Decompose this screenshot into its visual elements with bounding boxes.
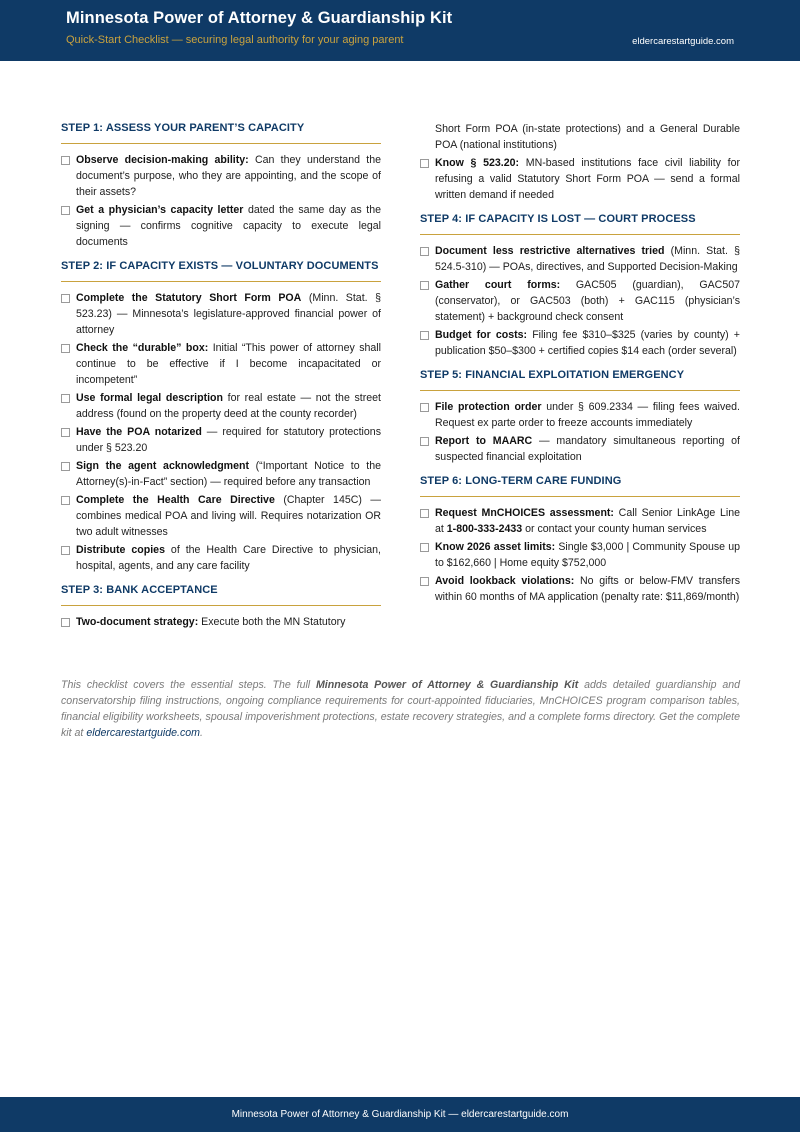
- kit-name: Minnesota Power of Attorney & Guardianship Kit: [315, 679, 579, 691]
- step-title: STEP 6: LONG-TERM CARE FUNDING: [420, 475, 740, 497]
- checkbox-icon[interactable]: [420, 577, 429, 586]
- checklist-item: Report to MAARC — mandatory simultaneous reporting of suspected financial exploitation: [420, 433, 740, 465]
- header-website-link[interactable]: eldercarestartguide.com: [632, 36, 734, 47]
- right-column: [420, 122, 740, 640]
- checklist-item: Complete the Health Care Directive (Chapter 145C) — combines medical POA and living will. Requires notarization OR two adult witnesses: [61, 492, 381, 540]
- checklist-item: Sign the agent acknowledgment (“Important Notice to the Attorney(s)-in-Fact” section) — required before any transaction: [61, 458, 381, 490]
- step-title: STEP 3: BANK ACCEPTANCE: [61, 584, 381, 606]
- checkbox-icon[interactable]: [420, 159, 429, 168]
- checklist-item: Observe decision-making ability: Can they understand the document’s purpose, who they are appointing, and the scope of their assets?: [61, 152, 381, 200]
- step-1: [61, 122, 381, 250]
- checkbox-icon[interactable]: [61, 618, 70, 627]
- step-2: [61, 260, 381, 574]
- checklist-item: Know § 523.20: MN-based institutions face civil liability for refusing a valid Statutory Short Form POA — send a formal written demand if needed: [420, 155, 740, 203]
- step-6: [420, 475, 740, 605]
- checkbox-icon[interactable]: [61, 156, 70, 165]
- step-title: STEP 1: ASSESS YOUR PARENT’S CAPACITY: [61, 122, 381, 144]
- checklist-item: Two-document strategy: Execute both the MN Statutory: [61, 614, 381, 630]
- checklist-item: Request MnCHOICES assessment: Call Senior LinkAge Line at 1-800-333-2433 or contact your county human services: [420, 505, 740, 537]
- checkbox-icon[interactable]: [420, 247, 429, 256]
- checkbox-icon[interactable]: [61, 496, 70, 505]
- checkbox-icon[interactable]: [61, 428, 70, 437]
- checklist-columns: [61, 122, 740, 640]
- checklist-item: File protection order under § 609.2334 — filing fees waived. Request ex parte order to freeze accounts immediately: [420, 399, 740, 431]
- page-footer: Minnesota Power of Attorney & Guardianship Kit — eldercarestartguide.com: [0, 1097, 800, 1132]
- checklist-item: Use formal legal description for real estate — not the street address (found on the property deed at the county recorder): [61, 390, 381, 422]
- checkbox-icon[interactable]: [61, 206, 70, 215]
- checklist-item: Budget for costs: Filing fee $310–$325 (varies by county) + publication $50–$300 + certified copies $14 each (order several): [420, 327, 740, 359]
- checklist-item: Avoid lookback violations: No gifts or below-FMV transfers within 60 months of MA application (penalty rate: $11,869/month): [420, 573, 740, 605]
- left-column: [61, 122, 381, 640]
- step-title: STEP 4: IF CAPACITY IS LOST — COURT PROCESS: [420, 213, 740, 235]
- step-3-continued: [420, 121, 740, 203]
- checkbox-icon[interactable]: [61, 546, 70, 555]
- step-5: [420, 369, 740, 465]
- kit-promo-note: This checklist covers the essential steps. The full Minnesota Power of Attorney & Guardianship Kit adds detailed guardianship and conservatorship filing instructions, ongoing compliance requirements for court-appointed fiduciaries, MnCHOICES program comparison tables, financial eligibility worksheets, spousal impoverishment protections, estate recovery strategies, and a complete forms directory. Get the complete kit at eldercarestartguide.com.: [61, 679, 740, 739]
- checklist-item: Distribute copies of the Health Care Directive to physician, hospital, agents, and any care facility: [61, 542, 381, 574]
- checkbox-icon[interactable]: [420, 437, 429, 446]
- document-title: Minnesota Power of Attorney & Guardianship Kit: [66, 9, 453, 27]
- checklist-item: Know 2026 asset limits: Single $3,000 | Community Spouse up to $162,660 | Home equity $752,000: [420, 539, 740, 571]
- step-title: STEP 5: FINANCIAL EXPLOITATION EMERGENCY: [420, 369, 740, 391]
- checkbox-icon[interactable]: [420, 281, 429, 290]
- checkbox-icon[interactable]: [61, 294, 70, 303]
- checklist-item: Complete the Statutory Short Form POA (Minn. Stat. § 523.23) — Minnesota’s legislature-approved financial power of attorney: [61, 290, 381, 338]
- website-link[interactable]: eldercarestartguide.com: [86, 727, 200, 739]
- checklist-item: Get a physician’s capacity letter dated the same day as the signing — confirms cognitive capacity to execute legal documents: [61, 202, 381, 250]
- checkbox-icon[interactable]: [61, 344, 70, 353]
- checklist-item: Document less restrictive alternatives tried (Minn. Stat. § 524.5-310) — POAs, directives, and Supported Decision-Making: [420, 243, 740, 275]
- step-title: STEP 2: IF CAPACITY EXISTS — VOLUNTARY DOCUMENTS: [61, 260, 381, 282]
- checkbox-icon[interactable]: [61, 462, 70, 471]
- page-header: [0, 0, 800, 61]
- checklist-item: Check the “durable” box: Initial “This power of attorney shall continue to be effective if I become incapacitated or incompetent”: [61, 340, 381, 388]
- checkbox-icon[interactable]: [420, 331, 429, 340]
- checklist-item: Have the POA notarized — required for statutory protections under § 523.20: [61, 424, 381, 456]
- item-continuation: Short Form POA (in-state protections) and a General Durable POA (national institutions): [435, 123, 740, 151]
- step-4: [420, 213, 740, 359]
- step-3: [61, 584, 381, 630]
- checkbox-icon[interactable]: [61, 394, 70, 403]
- phone-number: 1-800-333-2433: [446, 523, 523, 535]
- checkbox-icon[interactable]: [420, 543, 429, 552]
- checklist-item: Gather court forms: GAC505 (guardian), GAC507 (conservator), or GAC503 (both) + GAC115 (physician’s statement) + background check consent: [420, 277, 740, 325]
- checkbox-icon[interactable]: [420, 509, 429, 518]
- document-subtitle: Quick-Start Checklist — securing legal authority for your aging parent: [66, 34, 404, 46]
- checkbox-icon[interactable]: [420, 403, 429, 412]
